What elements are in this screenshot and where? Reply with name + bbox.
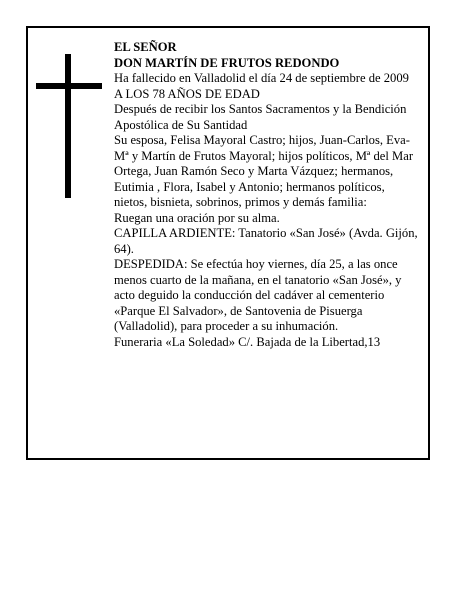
funeral-home: Funeraria «La Soledad» C/. Bajada de la Libertad,13 [114, 334, 381, 349]
family-list: Su esposa, Felisa Mayoral Castro; hijos, Juan-Carlos, Eva-Mª y Martín de Frutos Mayoral; hijos políticos, Mª del Mar Ortega, Juan Ramón Seco y Marta Vázquez; hermanos, Eutimia , Flora, Isabel y Antonio; hermanos políticos, nietos, bisnieta, sobrinos, primos y demás familia: [114, 133, 414, 209]
cross-horizontal-bar [36, 83, 102, 89]
death-statement: Ha fallecido en Valladolid el día 24 de septiembre de 2009 [114, 71, 409, 85]
obituary-text [114, 40, 420, 350]
age-statement: A LOS 78 AÑOS DE EDAD [114, 86, 260, 101]
farewell-info: DESPEDIDA: Se efectúa hoy viernes, día 25, a las once menos cuarto de la mañana, en el tanatorio «San José», y acto deguido la conducción del cadáver al cementerio «Parque El Salvador», de Santovenia de Pisuerga (Valladolid), para proceder a su inhumación. [114, 257, 402, 333]
prayer-request: Ruegan una oración por su alma. [114, 210, 280, 225]
cross-vertical-bar [65, 54, 71, 198]
deceased-name: DON MARTÍN DE FRUTOS REDONDO [114, 55, 340, 70]
sacraments-statement: Después de recibir los Santos Sacramentos y la Bendición Apostólica de Su Santidad [114, 102, 407, 132]
cross-icon [36, 54, 102, 198]
deceased-title: EL SEÑOR [114, 40, 177, 54]
chapel-info: CAPILLA ARDIENTE: Tanatorio «San José» (Avda. Gijón, 64). [114, 226, 418, 256]
